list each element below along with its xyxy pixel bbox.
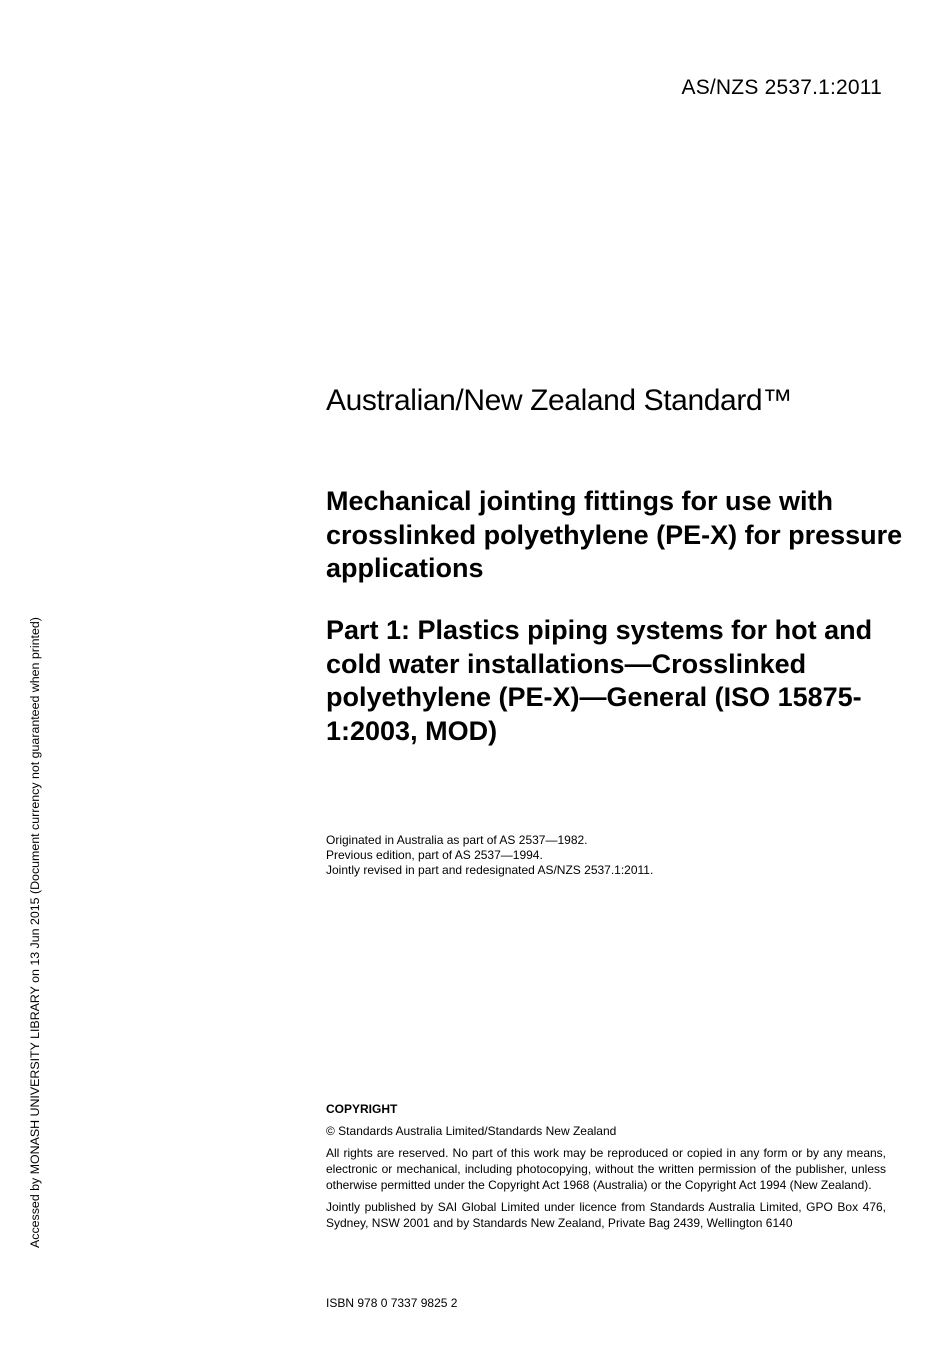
history-line: Previous edition, part of AS 2537—1994. [326, 848, 543, 862]
rights-statement: All rights are reserved. No part of this work may be reproduced or copied in any form or by any means, electronic or mechanical, including photocopying, without the written permission of the publisher, unless otherwise permitted under the Copyright Act 1968 (Australia) or the Copyright Act 1994 (New Zealand). [326, 1146, 886, 1192]
standard-type: Australian/New Zealand Standard™ [326, 384, 792, 417]
copyright-heading: COPYRIGHT [326, 1102, 398, 1116]
history-line: Originated in Australia as part of AS 2537—1982. [326, 833, 588, 847]
publication-history [326, 833, 653, 878]
copyright-owner: © Standards Australia Limited/Standards New Zealand [326, 1124, 617, 1138]
access-note: Accessed by MONASH UNIVERSITY LIBRARY on 13 Jun 2015 (Document currency not guaranteed when printed) [28, 617, 42, 1248]
document-number: AS/NZS 2537.1:2011 [681, 76, 882, 99]
copyright-block [326, 1101, 886, 1237]
history-line: Jointly revised in part and redesignated AS/NZS 2537.1:2011. [326, 863, 654, 877]
publisher-statement: Jointly published by SAI Global Limited under licence from Standards Australia Limited, GPO Box 476, Sydney, NSW 2001 and by Standards New Zealand, Private Bag 2439, Wellington 6140 [326, 1200, 886, 1230]
isbn: ISBN 978 0 7337 9825 2 [326, 1296, 458, 1310]
part-title: Part 1: Plastics piping systems for hot and cold water installations—Crosslinked polyethylene (PE-X)—General (ISO 15875-1:2003, MOD) [326, 615, 873, 746]
document-title: Mechanical jointing fittings for use with crosslinked polyethylene (PE-X) for pressure applications [326, 486, 903, 583]
